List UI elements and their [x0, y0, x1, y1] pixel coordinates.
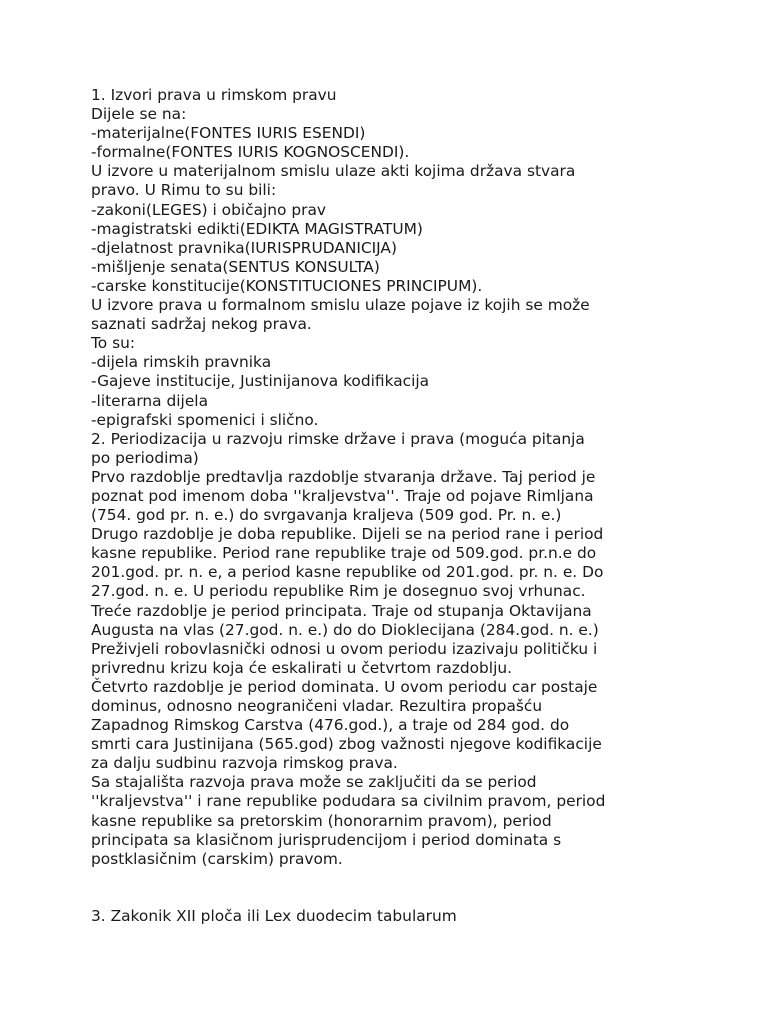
text-line: Drugo razdoblje je doba republike. Dijeli se na period rane i period — [91, 525, 604, 544]
text-line: U izvore prava u formalnom smislu ulaze pojave iz kojih se može — [91, 296, 590, 315]
text-line: principata sa klasičnom jurisprudencijom i period dominata s — [91, 830, 562, 849]
text-line: za dalju sudbinu razvoja rimskog prava. — [91, 754, 398, 773]
text-line: 27.god. n. e. U periodu republike Rim je dosegnuo svoj vrhunac. — [91, 582, 586, 601]
list-item: -mišljenje senata(SENTUS KONSULTA) — [91, 257, 380, 276]
list-item: -magistratski edikti(EDIKTA MAGISTRATUM) — [91, 219, 423, 238]
paragraph-gap — [91, 869, 691, 907]
text-line: Preživjeli robovlasnički odnosi u ovom periodu izazivaju političku i — [91, 639, 598, 658]
list-item: -zakoni(LEGES) i običajno prav — [91, 200, 326, 219]
list-item: -materijalne(FONTES IURIS ESENDI) — [91, 124, 366, 143]
text-line: kasne republike sa pretorskim (honorarnim pravom), period — [91, 811, 552, 830]
section-2-heading-line: po periodima) — [91, 448, 199, 467]
text-line: pravo. U Rimu to su bili: — [91, 181, 277, 200]
text-line: postklasičnim (carskim) pravom. — [91, 849, 343, 868]
section-2-heading — [91, 430, 691, 468]
document-body — [91, 86, 691, 926]
list-item: -Gajeve institucije, Justinijanova kodifikacija — [91, 372, 430, 391]
text-line: (754. god pr. n. e.) do svrgavanja kraljeva (509 god. Pr. n. e.) — [91, 506, 562, 525]
text-line: Augusta na vlas (27.god. n. e.) do do Dioklecijana (284.god. n. e.) — [91, 620, 599, 639]
list-item: -dijela rimskih pravnika — [91, 353, 272, 372]
text-line: U izvore u materijalnom smislu ulaze akti kojima država stvara — [91, 162, 576, 181]
list-item: -carske konstitucije(KONSTITUCIONES PRINCIPUM). — [91, 276, 483, 295]
text-line: Treće razdoblje je period principata. Traje od stupanja Oktavijana — [91, 601, 592, 620]
text-line: poznat pod imenom doba ''kraljevstva''. Traje od pojave Rimljana — [91, 486, 594, 505]
text-line: Zapadnog Rimskog Carstva (476.god.), a traje od 284 god. do — [91, 716, 570, 735]
text-line: Sa stajališta razvoja prava može se zaključiti da se period — [91, 773, 537, 792]
text-line: To su: — [91, 334, 136, 353]
text-line: dominus, odnosno neograničeni vladar. Rezultira propašću — [91, 697, 543, 715]
section-3-heading: 3. Zakonik XII ploča ili Lex duodecim tabularum — [91, 907, 457, 926]
text-line: smrti cara Justinijana (565.god) zbog važnosti njegove kodifikacije — [91, 735, 602, 754]
text-line: Četvrto razdoblje je period dominata. U ovom periodu car postaje — [91, 677, 598, 696]
text-line: ''kraljevstva'' i rane republike podudara sa civilnim pravom, period — [91, 792, 606, 811]
section-2-body — [91, 468, 691, 869]
list-item: -djelatnost pravnika(IURISPRUDANICIJA) — [91, 238, 397, 257]
section-1-heading: 1. Izvori prava u rimskom pravu — [91, 86, 337, 104]
text-line: saznati sadržaj nekog prava. — [91, 315, 312, 334]
text-line: kasne republike. Period rane republike traje od 509.god. pr.n.e do — [91, 544, 597, 563]
list-item: -formalne(FONTES IURIS KOGNOSCENDI). — [91, 143, 410, 162]
text-line: Dijele se na: — [91, 105, 187, 124]
list-item: -literarna dijela — [91, 391, 209, 410]
list-item: -epigrafski spomenici i slično. — [91, 410, 319, 429]
section-1-body — [91, 105, 691, 430]
text-line: Prvo razdoblje predtavlja razdoblje stvaranja države. Taj period je — [91, 467, 596, 486]
text-line: 201.god. pr. n. e, a period kasne republike od 201.god. pr. n. e. Do — [91, 563, 604, 582]
text-line: privrednu krizu koja će eskalirati u četvrtom razdoblju. — [91, 658, 513, 677]
section-2-heading-line: 2. Periodizacija u razvoju rimske države i prava (moguća pitanja — [91, 429, 585, 448]
